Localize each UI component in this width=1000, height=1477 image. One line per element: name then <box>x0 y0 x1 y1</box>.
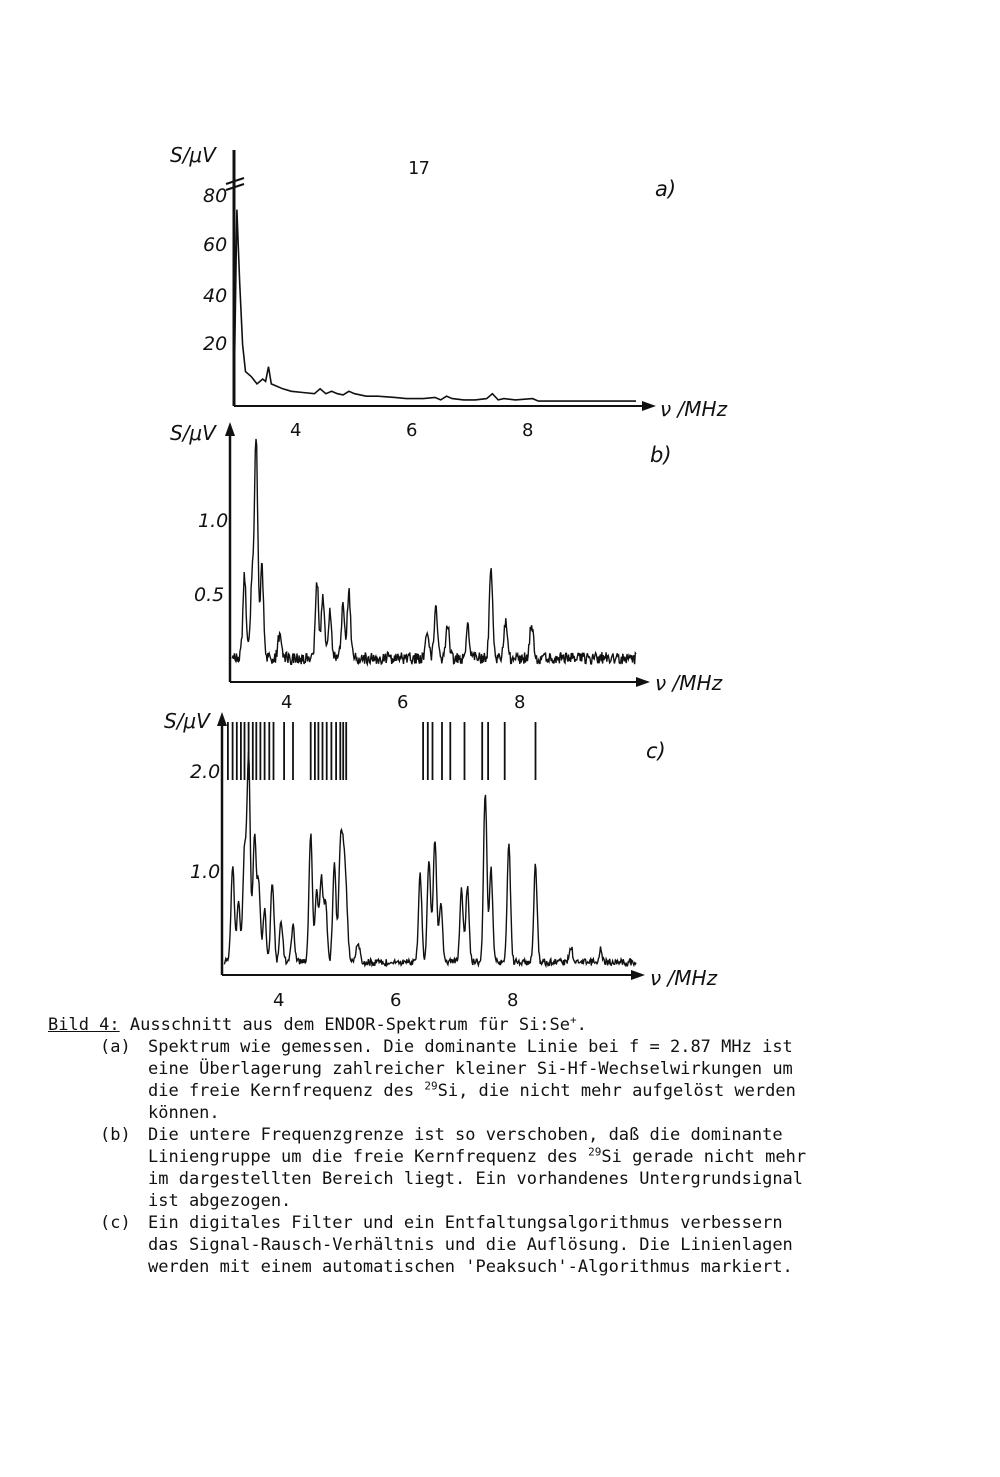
panel-c-label: c) <box>646 739 666 763</box>
panel-b-ylabel: S/μV <box>170 421 216 445</box>
panel-a-spectrum-line <box>234 210 636 402</box>
panel-a <box>170 143 728 441</box>
caption-title-end: . <box>576 1015 587 1035</box>
figure-caption <box>48 1014 808 1278</box>
panel-b-xlabel: ν /MHz <box>655 671 723 695</box>
panel-a-ylabel: S/μV <box>170 143 216 167</box>
panel-a-ytick: 80 <box>203 185 228 207</box>
caption-heading <box>48 1014 808 1036</box>
panel-b-y-arrow <box>225 422 235 436</box>
panel-a-xlabel: ν /MHz <box>660 397 728 421</box>
caption-item-text: Die untere Frequenzgrenze ist so verschoben, daß die dominante Liniengruppe um die freie Kernfrequenz des <box>148 1125 783 1167</box>
caption-title: Ausschnitt aus dem ENDOR-Spektrum für Si:Se <box>129 1015 571 1035</box>
panel-c-xtick: 4 <box>273 990 285 1010</box>
panel-c <box>164 709 718 1010</box>
panel-b-ytick: 0.5 <box>194 584 225 606</box>
caption-item-b <box>48 1124 808 1212</box>
panel-b <box>170 421 723 713</box>
panel-c-ytick: 1.0 <box>190 861 221 883</box>
panel-a-ytick: 40 <box>203 285 228 307</box>
panel-c-spectrum-line <box>224 752 636 965</box>
panel-c-x-arrow <box>631 970 645 980</box>
panel-b-label: b) <box>650 443 672 467</box>
page-number: 17 <box>408 158 430 179</box>
panel-b-x-arrow <box>636 677 650 687</box>
caption-item-text: Spektrum wie gemessen. Die dominante Linie bei f = 2.87 MHz ist eine Überlagerung zahlreicher kleiner Si-Hf-Wechselwirkungen um die freie Kernfrequenz des <box>148 1037 793 1101</box>
caption-item-text: Ein digitales Filter und ein Entfaltungsalgorithmus verbessern das Signal-Rausch-Verhältnis und die Auflösung. Die Linienlagen werden mit einem automatischen 'Peaksuch'-Algorithmus markiert. <box>148 1213 793 1277</box>
panel-c-y-arrow <box>217 712 227 726</box>
caption-item-text-end: Si, die nicht mehr aufgelöst werden können. <box>148 1081 796 1123</box>
panel-b-xtick: 8 <box>514 692 526 713</box>
panel-c-peak-markers <box>228 722 536 780</box>
panel-a-x-arrow <box>642 401 656 411</box>
caption-label: Bild 4: <box>48 1015 120 1035</box>
panel-a-ytick: 60 <box>203 234 228 256</box>
caption-item-marker: (b) <box>100 1125 131 1145</box>
panel-a-xtick: 8 <box>522 420 534 441</box>
caption-item-sup: 29 <box>424 1079 438 1093</box>
panel-a-xtick: 6 <box>406 420 418 441</box>
panel-b-xtick: 6 <box>397 692 409 713</box>
panel-a-ytick: 20 <box>203 333 228 355</box>
panel-a-xtick: 4 <box>290 420 302 441</box>
panel-c-ylabel: S/μV <box>164 709 210 733</box>
panel-c-xlabel: ν /MHz <box>650 966 718 990</box>
panel-b-ytick: 1.0 <box>198 510 229 532</box>
panel-b-xtick: 4 <box>281 692 293 713</box>
caption-item-text-end: Si gerade nicht mehr im dargestellten Bereich liegt. Ein vorhandenes Untergrundsignal ist abgezogen. <box>148 1147 807 1211</box>
panel-b-spectrum-line <box>232 439 636 664</box>
caption-item-sup: 29 <box>588 1145 602 1159</box>
caption-item-a <box>48 1036 808 1124</box>
panel-c-xtick: 8 <box>507 990 519 1010</box>
caption-item-c <box>48 1212 808 1278</box>
caption-item-marker: (a) <box>100 1037 131 1057</box>
caption-title-sup: + <box>570 1013 577 1027</box>
panel-a-label: a) <box>655 177 677 201</box>
panel-c-xtick: 6 <box>390 990 402 1010</box>
caption-item-marker: (c) <box>100 1213 131 1233</box>
panel-c-ytick: 2.0 <box>190 761 221 783</box>
